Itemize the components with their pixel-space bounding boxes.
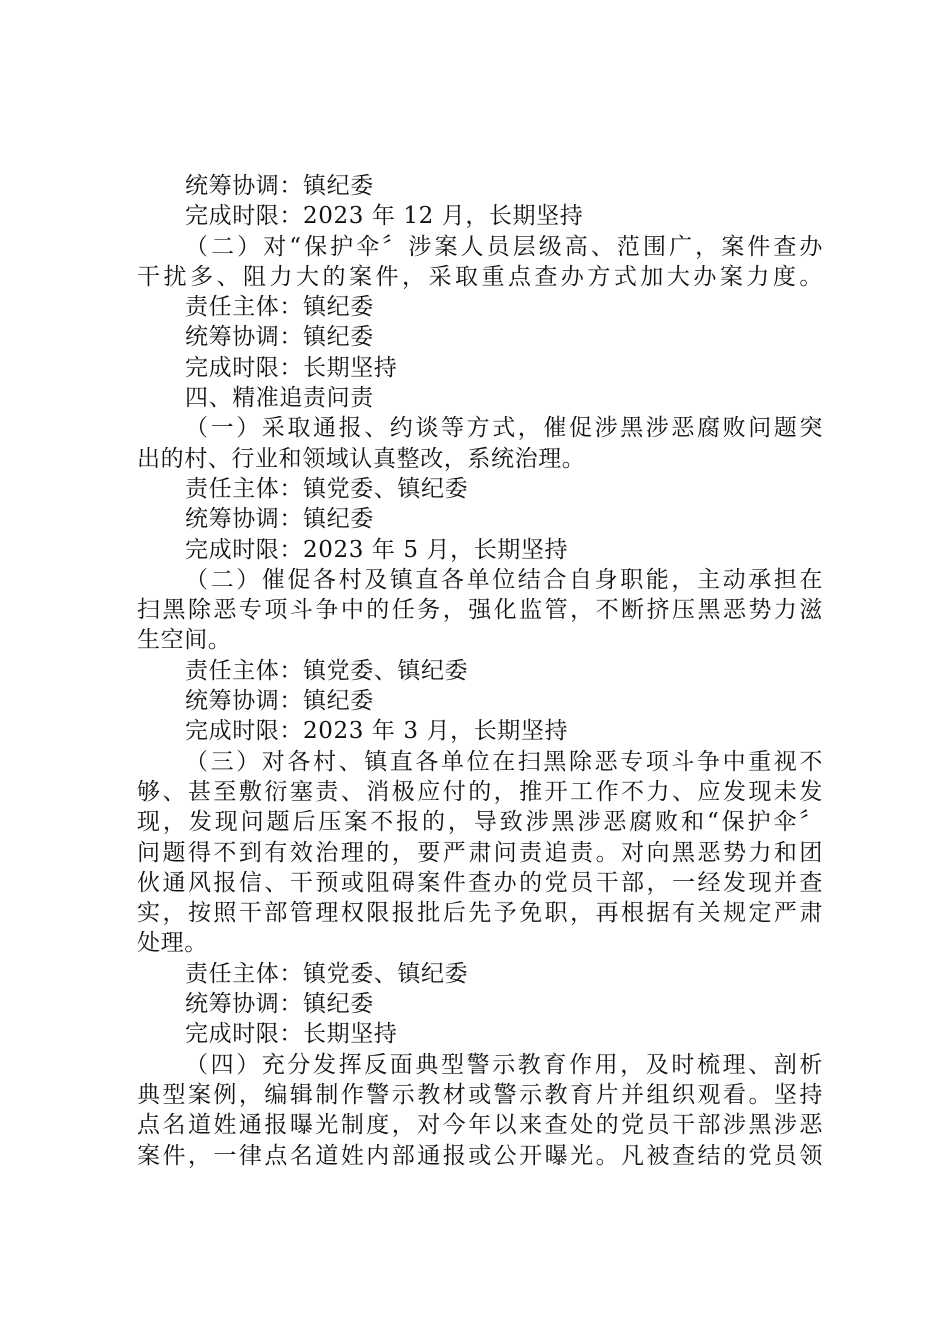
text-line: 责任主体：镇党委、镇纪委 [185,960,469,987]
paragraph-line: 问题得不到有效治理的，要严肃问责追责。对向黑恶势力和团 [137,839,823,866]
paragraph-line: 案件，一律点名道姓内部通报或公开曝光。凡被查结的党员领 [137,1142,823,1169]
text-line: 完成时限：长期坚持 [185,354,398,381]
paragraph-line: （二）对“保护伞〞涉案人员层级高、范围广，案件查办 [185,233,823,260]
paragraph-line: 干扰多、阻力大的案件，采取重点查办方式加大办案力度。 [137,263,823,290]
section-heading: 四、精准追责问责 [185,385,374,412]
text-line: 责任主体：镇纪委 [185,294,374,321]
paragraph-line: （三）对各村、镇直各单位在扫黑除恶专项斗争中重视不 [185,748,823,775]
text-line: 统筹协调：镇纪委 [185,324,374,351]
text-line: 统筹协调：镇纪委 [185,173,374,199]
text-line: 完成时限：2023 年 5 月，长期坚持 [185,536,569,563]
text-line: 责任主体：镇党委、镇纪委 [185,475,469,502]
paragraph-line: 生空间。 [137,627,232,654]
text-line: 统筹协调：镇纪委 [185,991,374,1018]
text-line: 统筹协调：镇纪委 [185,506,374,533]
document-body [137,171,823,1171]
paragraph-line: 够、甚至敷衍塞责、消极应付的，推开工作不力、应发现未发 [137,778,823,805]
paragraph-line: 处理。 [137,930,208,957]
paragraph-line: （四）充分发挥反面典型警示教育作用，及时梳理、剖析 [185,1051,823,1078]
paragraph-line: （二）催促各村及镇直各单位结合自身职能，主动承担在 [185,566,823,593]
text-line: 完成时限：2023 年 12 月，长期坚持 [185,203,584,230]
paragraph-line: 典型案例，编辑制作警示教材或警示教育片并组织观看。坚持 [137,1081,823,1108]
text-line: 完成时限：2023 年 3 月，长期坚持 [185,718,569,745]
paragraph-line: （一）采取通报、约谈等方式，催促涉黑涉恶腐败问题突 [185,415,823,442]
paragraph-line: 伙通风报信、干预或阻碍案件查办的党员干部，一经发现并查 [137,869,823,896]
paragraph-line: 实，按照干部管理权限报批后先予免职，再根据有关规定严肃 [137,900,823,927]
paragraph-line: 现，发现问题后压案不报的，导致涉黑涉恶腐败和“保护伞〞 [137,809,823,836]
text-line: 完成时限：长期坚持 [185,1021,398,1048]
paragraph-line: 出的村、行业和领域认真整改，系统治理。 [137,445,586,472]
paragraph-line: 扫黑除恶专项斗争中的任务，强化监管，不断挤压黑恶势力滋 [137,597,823,624]
text-line: 责任主体：镇党委、镇纪委 [185,657,469,684]
text-line: 统筹协调：镇纪委 [185,688,374,715]
paragraph-line: 点名道姓通报曝光制度，对今年以来查处的党员干部涉黑涉恶 [137,1112,823,1139]
